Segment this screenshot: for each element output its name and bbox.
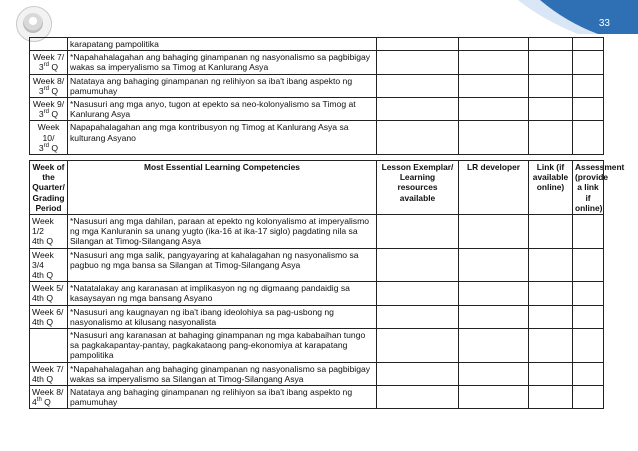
week-cell: Week 7/ 4th Q [30,362,68,385]
table-row [30,248,604,282]
competency-cell: Natataya ang bahaging ginampanan ng relihiyon sa iba't ibang aspekto ng pamumuhay [68,386,377,409]
week-cell [30,38,68,51]
week-cell: Week 5/ 4th Q [30,282,68,305]
table-row [30,362,604,385]
page-number: 33 [598,18,610,29]
week-cell: Week 9/ 3rd Q [30,98,68,121]
week-cell: Week 6/ 4th Q [30,305,68,328]
competency-cell: Natataya ang bahaging ginampanan ng relihiyon sa iba't ibang aspekto ng pamumuhay [68,74,377,97]
competency-cell: *Napahahalagahan ang bahaging ginampanan ng nasyonalismo sa pagbibigay wakas sa imperyalismo sa Silangan at Timog-Silangang Asya [68,362,377,385]
competency-table-4th-quarter [29,160,625,409]
competency-cell: Napapahalagahan ang mga kontribusyon ng Timog at Kanlurang Asya sa kulturang Asyano [68,121,377,155]
header-exemplar: Lesson Exemplar/ Learning resources available [377,161,459,215]
table-row [30,386,604,409]
header-competency: Most Essential Learning Competencies [68,161,377,215]
week-cell [30,329,68,363]
competency-cell: *Napahahalagahan ang bahaging ginampanan ng nasyonalismo sa pagbibigay wakas sa imperyalismo sa Timog at Kanlurang Asya [68,51,377,74]
competency-cell: *Natatalakay ang karanasan at implikasyon ng ng digmaang pandaidig sa kasaysayan ng mga bansang Asyano [68,282,377,305]
table-row [30,121,604,155]
table-row [30,282,604,305]
table-header-row [30,161,604,215]
week-cell: Week 8/ 3rd Q [30,74,68,97]
competency-cell: *Nasusuri ang mga anyo, tugon at epekto sa neo-kolonyalismo sa Timog at Kanlurang Asya [68,98,377,121]
competency-cell: *Nasusuri ang mga salik, pangyayaring at kahalagahan ng nasyonalismo sa pagbuo ng mga bansa sa Silangan at Timog-Silangang Asya [68,248,377,282]
competency-cell: *Nasusuri ang kaugnayan ng iba't ibang ideolohiya sa pag-usbong ng nasyonalismo at kilusang nasyonalista [68,305,377,328]
competency-cell: karapatang pampolitika [68,38,377,51]
table-row [30,215,604,249]
table-row [30,38,604,51]
week-cell: Week 1/2 4th Q [30,215,68,249]
table-row [30,305,604,328]
table-row [30,98,604,121]
table-row [30,74,604,97]
competency-cell: *Nasusuri ang mga dahilan, paraan at epekto ng kolonyalismo at imperyalismo ng mga Kanluranin sa unang yugto (ika-16 at ika-17 siglo) pagdating nila sa Silangan at Timog-Silangang Asya [68,215,377,249]
competency-cell: *Nasusuri ang karanasan at bahaging ginampanan ng mga kababaihan tungo sa pagkakapantay-pantay, pagkakataong pang-ekonomiya at karapatang pampolitika [68,329,377,363]
header-banner [518,0,638,34]
header-assessment: Assessment (provide a link if online) [573,161,604,215]
header-week: Week of the Quarter/ Grading Period [30,161,68,215]
week-cell: Week 10/ 3rd Q [30,121,68,155]
table-row [30,51,604,74]
table-row [30,329,604,363]
week-cell: Week 7/ 3rd Q [30,51,68,74]
header-link: Link (if available online) [529,161,573,215]
week-cell: Week 8/ 4th Q [30,386,68,409]
competency-table-continued [29,37,604,155]
header-lr-developer: LR developer [459,161,529,215]
week-cell: Week 3/4 4th Q [30,248,68,282]
